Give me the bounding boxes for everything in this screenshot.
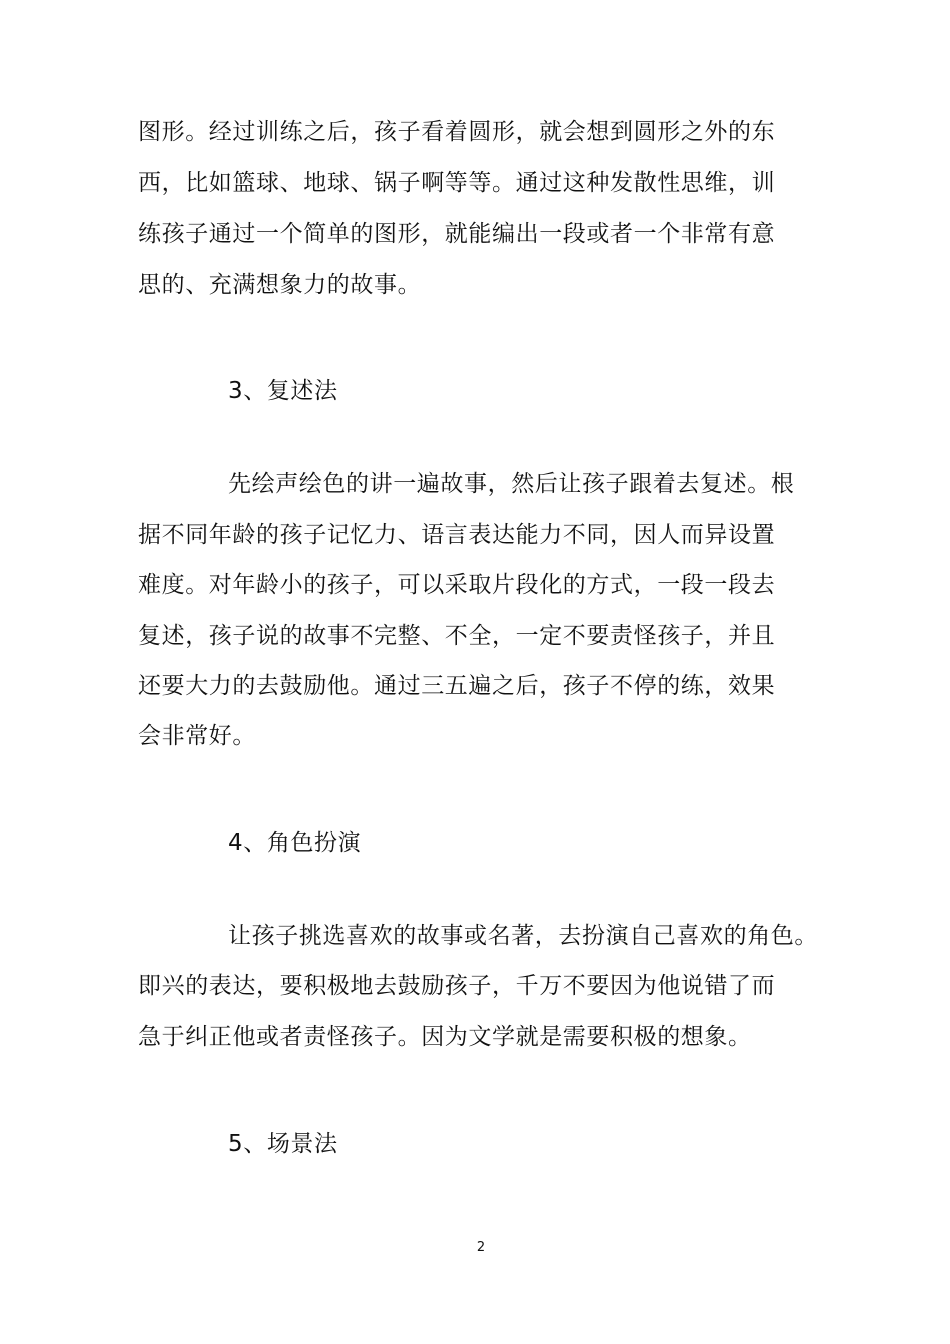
paragraph-1-line-1: 图形。经过训练之后，孩子看着圆形，就会想到圆形之外的东 <box>138 119 776 145</box>
paragraph-3-line-2: 即兴的表达，要积极地去鼓励孩子，千万不要因为他说错了而 <box>138 973 776 999</box>
paragraph-1-line-3: 练孩子通过一个简单的图形，就能编出一段或者一个非常有意 <box>138 221 776 247</box>
section-heading-4: 4、角色扮演 <box>228 830 362 856</box>
paragraph-2-line-5: 还要大力的去鼓励他。通过三五遍之后，孩子不停的练，效果 <box>138 673 776 699</box>
paragraph-2-line-4: 复述，孩子说的故事不完整、不全，一定不要责怪孩子，并且 <box>138 623 776 649</box>
page-number: 2 <box>476 1240 486 1255</box>
paragraph-2-line-1: 先绘声绘色的讲一遍故事，然后让孩子跟着去复述。根 <box>228 471 795 497</box>
section-heading-5: 5、场景法 <box>228 1131 338 1157</box>
paragraph-3-line-3: 急于纠正他或者责怪孩子。因为文学就是需要积极的想象。 <box>138 1024 752 1050</box>
section-heading-3: 3、复述法 <box>228 378 338 404</box>
paragraph-3-line-1: 让孩子挑选喜欢的故事或名著，去扮演自己喜欢的角色。 <box>228 923 818 949</box>
paragraph-2-line-2: 据不同年龄的孩子记忆力、语言表达能力不同，因人而异设置 <box>138 522 776 548</box>
paragraph-1-line-2: 西，比如篮球、地球、锅子啊等等。通过这种发散性思维，训 <box>138 170 776 196</box>
paragraph-2-line-3: 难度。对年龄小的孩子，可以采取片段化的方式，一段一段去 <box>138 572 776 598</box>
paragraph-2-line-6: 会非常好。 <box>138 723 256 749</box>
paragraph-1-line-4: 思的、充满想象力的故事。 <box>138 272 422 298</box>
